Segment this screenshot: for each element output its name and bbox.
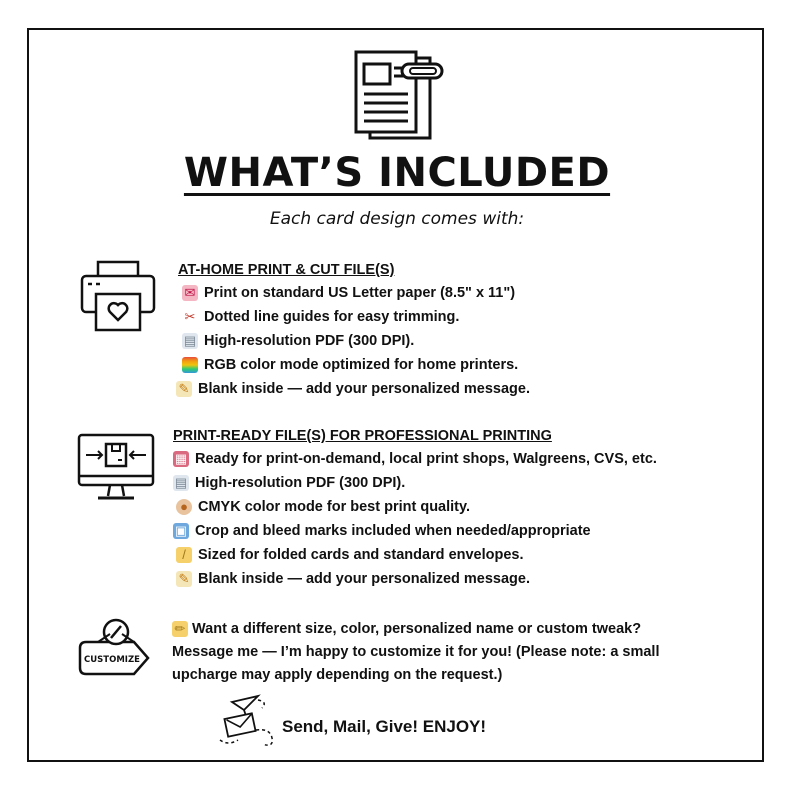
framed-picture-icon: ▣: [174, 523, 188, 538]
list-item: ▣ Crop and bleed marks included when needed/appropriate: [174, 523, 591, 539]
printer-icon: [78, 260, 158, 332]
page-subtitle: Each card design comes with:: [269, 209, 525, 229]
palette-icon: ●: [176, 499, 192, 515]
list-item: ▤ High-resolution PDF (300 DPI).: [183, 333, 415, 349]
love-letter-icon: ✉: [182, 285, 198, 301]
page-title: WHAT’S INCLUDED: [183, 150, 611, 196]
list-item: RGB color mode optimized for home printers.: [182, 357, 518, 373]
document-icon: ▤: [174, 475, 188, 490]
ruler-icon: /: [176, 547, 192, 563]
document-icon: ▤: [183, 333, 197, 348]
scissors-icon: ✂: [184, 309, 196, 324]
customize-tag-icon: [76, 614, 156, 686]
paper-plane-envelope-icon: [218, 694, 278, 752]
customize-message: ✏ Want a different size, color, personalized name or custom tweak? Message me — I’m happy to customize it for you! (Please note: a small upcharge may apply depending on the request.): [172, 621, 660, 683]
list-item: ✎ Blank inside — add your personalized message.: [176, 381, 530, 397]
list-item: ● CMYK color mode for best print quality.: [176, 499, 470, 515]
section1-heading: AT-HOME PRINT & CUT FILE(S): [178, 262, 395, 278]
rainbow-icon: [182, 357, 198, 373]
list-item: ▤ High-resolution PDF (300 DPI).: [174, 475, 406, 491]
list-item: ▦ Ready for print-on-demand, local print shops, Walgreens, CVS, etc.: [174, 451, 657, 467]
memo-icon: ✎: [176, 571, 192, 587]
closing-message: Send, Mail, Give! ENJOY!: [282, 717, 487, 736]
document-clip-icon: [350, 50, 446, 142]
list-item: ✎ Blank inside — add your personalized message.: [176, 571, 530, 587]
pencil-icon: ✏: [172, 621, 188, 637]
customize-badge: CUSTOMIZE: [84, 655, 140, 665]
building-icon: ▦: [174, 451, 188, 466]
monitor-icon: [76, 432, 156, 504]
memo-icon: ✎: [176, 381, 192, 397]
section2-heading: PRINT-READY FILE(S) FOR PROFESSIONAL PRINTING: [173, 428, 552, 444]
list-item: ✂ Dotted line guides for easy trimming.: [182, 309, 459, 325]
list-item: ✉ Print on standard US Letter paper (8.5" x 11"): [182, 285, 515, 301]
list-item: / Sized for folded cards and standard envelopes.: [176, 547, 524, 563]
